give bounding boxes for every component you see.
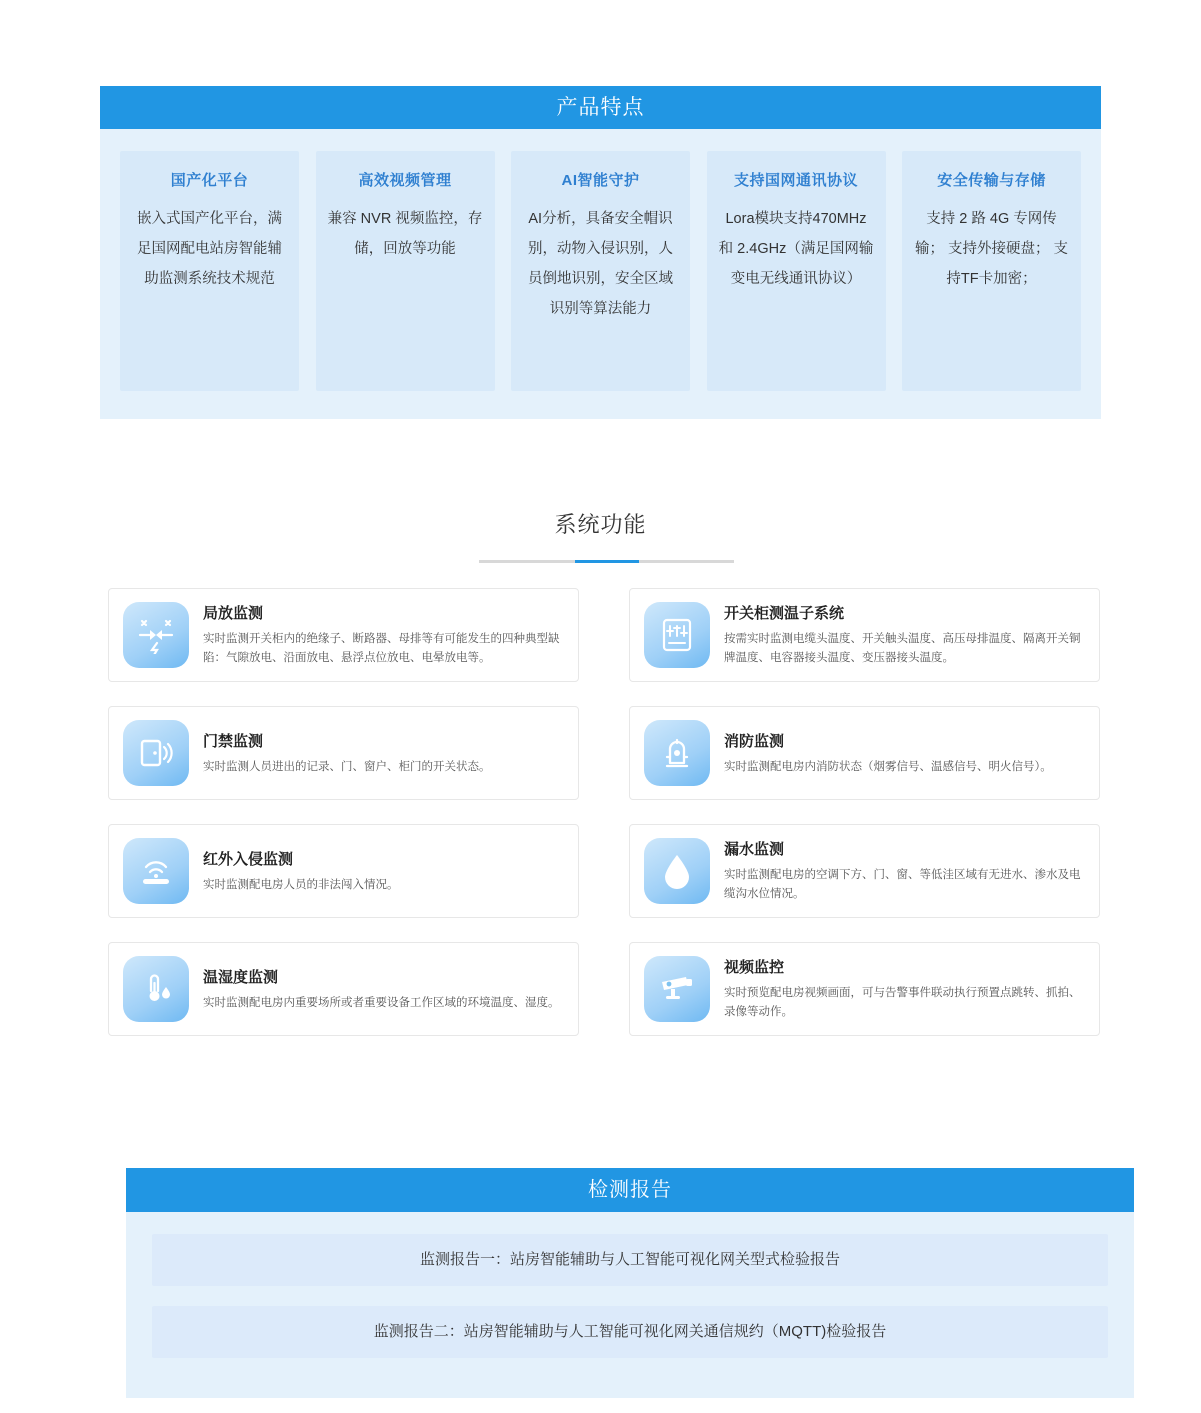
function-desc: 实时监测配电房的空调下方、门、窗、等低洼区域有无进水、渗水及电缆沟水位情况。 (724, 869, 1081, 900)
function-card[interactable] (108, 588, 579, 682)
feature-text: 嵌入式国产化平台，满足国网配电站房智能辅助监测系统技术规范 (137, 211, 282, 287)
function-title: 视频监控 (724, 959, 785, 976)
section-divider (479, 560, 734, 563)
function-text (203, 848, 564, 895)
feature-text: Lora模块支持470MHz 和 2.4GHz（满足国网输变电无线通讯协议） (718, 211, 874, 287)
function-card[interactable] (629, 588, 1100, 682)
function-title: 消防监测 (724, 732, 785, 750)
function-desc: 实时监测配电房人员的非法闯入情况。 (203, 878, 399, 891)
feature-title: AI智能守护 (561, 172, 640, 189)
function-card[interactable] (629, 824, 1100, 918)
function-card[interactable] (108, 942, 579, 1036)
product-features-header: 产品特点 (100, 86, 1101, 129)
cctv-camera-icon (644, 956, 710, 1022)
function-card[interactable] (629, 942, 1100, 1036)
section-divider-accent (575, 560, 639, 563)
feature-text: 兼容 NVR 视频监控，存储，回放等功能 (327, 211, 483, 257)
function-card[interactable] (108, 706, 579, 800)
function-desc: 按需实时监测电缆头温度、开关触头温度、高压母排温度、隔离开关铜牌温度、电容器接头温度、变压器接头温度。 (724, 633, 1081, 664)
reports-body (126, 1212, 1134, 1398)
feature-card-3 (511, 151, 690, 391)
function-desc: 实时监测配电房内重要场所或者重要设备工作区域的环境温度、湿度。 (203, 996, 560, 1009)
function-title: 温湿度监测 (203, 968, 279, 986)
feature-card-4 (707, 151, 886, 391)
product-features-body (100, 129, 1101, 419)
function-card[interactable] (629, 706, 1100, 800)
function-title: 红外入侵监测 (203, 850, 294, 868)
infrared-sensor-icon (123, 838, 189, 904)
water-leak-icon (644, 838, 710, 904)
fire-hydrant-icon (644, 720, 710, 786)
feature-card-5 (902, 151, 1081, 391)
function-card[interactable] (108, 824, 579, 918)
function-text (724, 602, 1085, 668)
system-functions-title: 系统功能 (554, 512, 647, 537)
function-title: 漏水监测 (724, 841, 785, 858)
function-desc: 实时预览配电房视频画面，可与告警事件联动执行预置点跳转、抓拍、录像等动作。 (724, 987, 1081, 1018)
feature-title: 国产化平台 (170, 172, 249, 189)
feature-title: 高效视频管理 (358, 172, 452, 189)
feature-text: AI分析，具备安全帽识别，动物入侵识别，人员倒地识别，安全区域识别等算法能力 (528, 211, 673, 317)
function-title: 开关柜测温子系统 (724, 605, 845, 622)
function-desc: 实时监测人员进出的记录、门、窗户、柜门的开关状态。 (203, 760, 491, 773)
function-desc: 实时监测配电房内消防状态（烟雾信号、温感信号、明火信号）。 (724, 760, 1052, 773)
function-desc: 实时监测开关柜内的绝缘子、断路器、母排等有可能发生的四种典型缺陷：气隙放电、沿面放电、悬浮点位放电、电晕放电等。 (203, 633, 560, 664)
function-text (203, 602, 564, 668)
reports-section (126, 1168, 1134, 1398)
feature-title: 支持国网通讯协议 (733, 172, 858, 189)
function-text (724, 956, 1085, 1022)
partial-discharge-icon (123, 602, 189, 668)
function-title: 局放监测 (203, 605, 264, 622)
thermometer-humidity-icon (123, 956, 189, 1022)
report-item[interactable]: 监测报告一：站房智能辅助与人工智能可视化网关型式检验报告 (152, 1234, 1108, 1286)
function-text (203, 966, 564, 1013)
report-item[interactable]: 监测报告二：站房智能辅助与人工智能可视化网关通信规约（MQTT)检验报告 (152, 1306, 1108, 1358)
function-text (203, 730, 564, 777)
function-title: 门禁监测 (203, 732, 264, 750)
feature-text: 支持 2 路 4G 专网传输； 支持外接硬盘； 支持TF卡加密； (914, 211, 1069, 287)
reports-header: 检测报告 (126, 1168, 1134, 1212)
feature-card-2 (316, 151, 495, 391)
system-functions-grid (108, 588, 1101, 1036)
function-text (724, 730, 1085, 777)
product-features-section (100, 86, 1101, 419)
feature-title: 安全传输与存储 (937, 172, 1046, 189)
switchgear-temperature-icon (644, 602, 710, 668)
function-text (724, 838, 1085, 904)
access-control-icon (123, 720, 189, 786)
feature-card-1 (120, 151, 299, 391)
